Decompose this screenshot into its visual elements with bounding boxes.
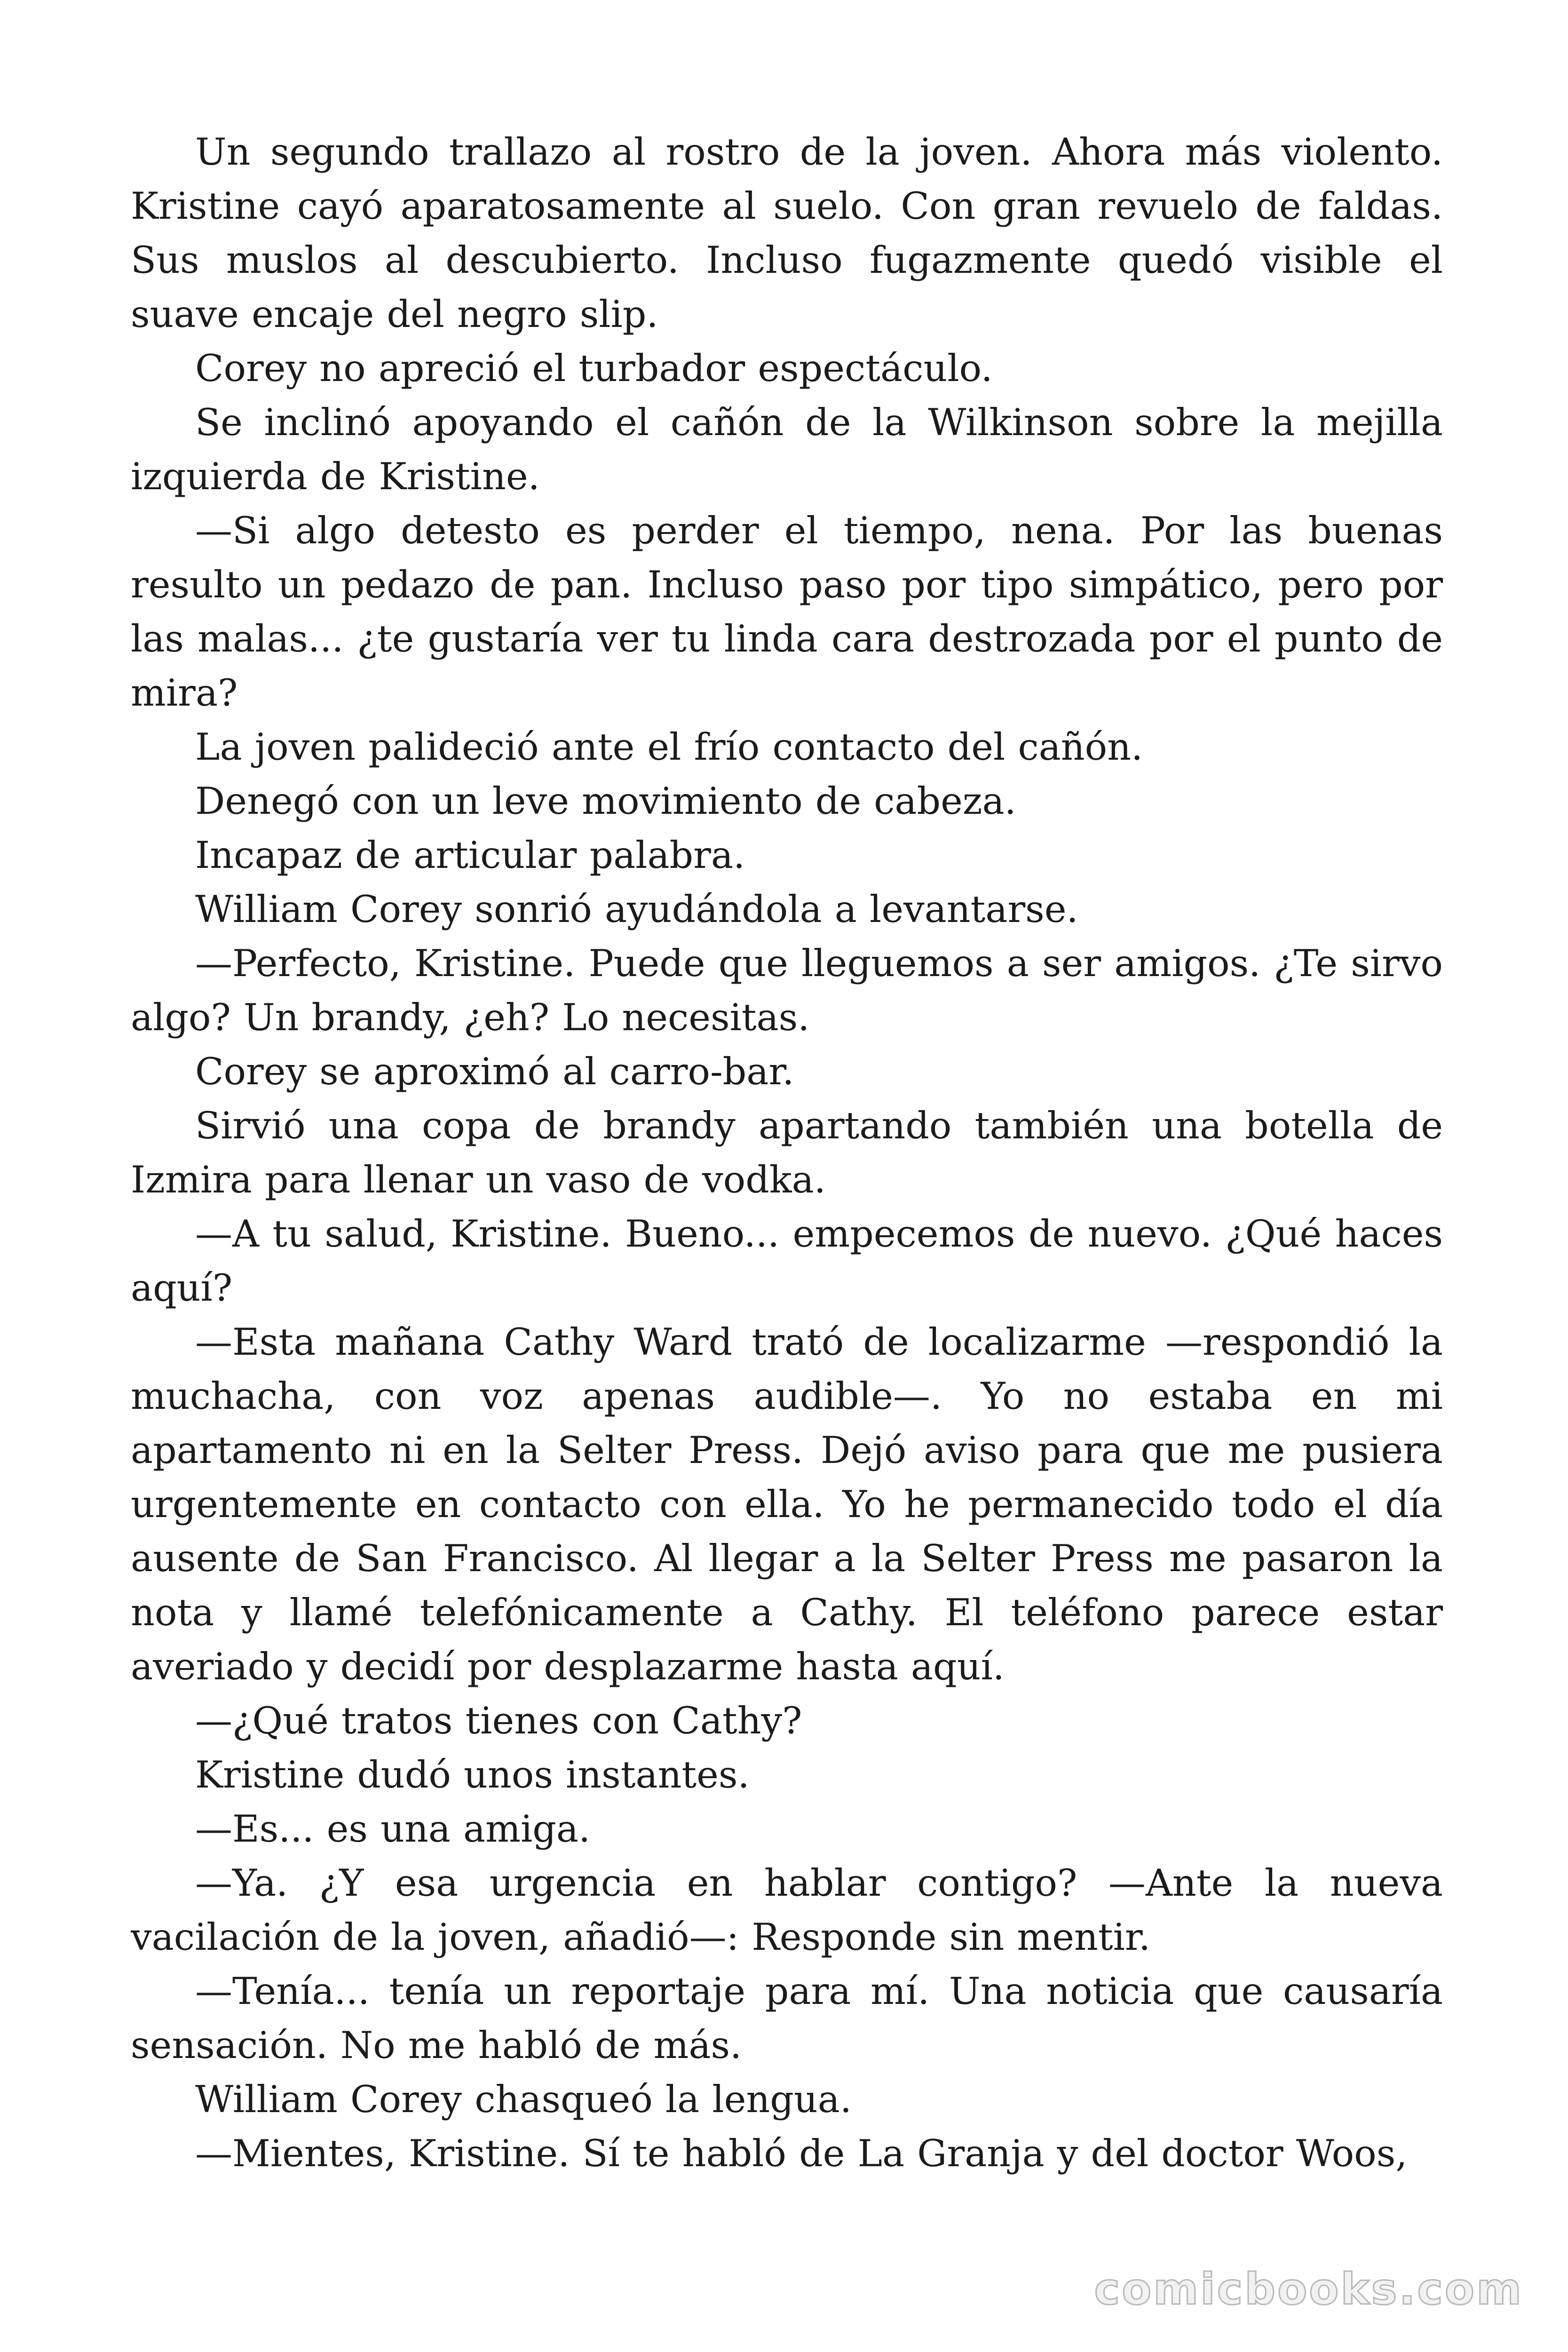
paragraph: Denegó con un leve movimiento de cabeza. [195,779,1016,823]
paragraph: Un segundo trallazo al rostro de la joven. Ahora más violento. Kristine cayó aparatosamente al suelo. Con gran revuelo de faldas. Sus muslos al descubierto. Incluso fugazmente quedó visible el suave encaje del negro slip. [131,130,1443,336]
paragraph: William Corey chasqueó la lengua. [195,2078,852,2121]
paragraph: —Ya. ¿Y esa urgencia en hablar contigo? —Ante la nueva vacilación de la joven, añadió—: Responde sin mentir. [131,1861,1443,1959]
paragraph: —A tu salud, Kristine. Bueno... empecemos de nuevo. ¿Qué haces aquí? [131,1212,1443,1310]
paragraph: William Corey sonrió ayudándola a levantarse. [195,888,1078,931]
paragraph: La joven palideció ante el frío contacto del cañón. [195,725,1143,769]
paragraph: Corey se aproximó al carro-bar. [195,1050,794,1093]
paragraph: Se inclinó apoyando el cañón de la Wilkinson sobre la mejilla izquierda de Kristine. [131,401,1443,498]
site-watermark: comicbooks.com [1094,2264,1523,2314]
paragraph: —Esta mañana Cathy Ward trató de localizarme —respondió la muchacha, con voz apenas audible—. Yo no estaba en mi apartamento ni en la Selter Press. Dejó aviso para que me pusiera urgentemente en contacto con ella. Yo he permanecido todo el día ausente de San Francisco. Al llegar a la Selter Press me pasaron la nota y llamé telefónicamente a Cathy. El teléfono parece estar averiado y decidí por desplazarme hasta aquí. [131,1320,1443,1688]
paragraph: Sirvió una copa de brandy apartando también una botella de Izmira para llenar un vaso de vodka. [131,1104,1443,1201]
paragraph: —Mientes, Kristine. Sí te habló de La Granja y del doctor Woos, [195,2132,1408,2175]
page-body-text [131,125,1443,2181]
paragraph: Kristine dudó unos instantes. [195,1753,750,1796]
paragraph: —¿Qué tratos tienes con Cathy? [195,1699,802,1742]
paragraph: —Si algo detesto es perder el tiempo, nena. Por las buenas resulto un pedazo de pan. Incluso paso por tipo simpático, pero por las malas... ¿te gustaría ver tu linda cara destrozada por el punto de mira? [131,509,1443,715]
paragraph: —Perfecto, Kristine. Puede que lleguemos a ser amigos. ¿Te sirvo algo? Un brandy, ¿eh? Lo necesitas. [131,942,1443,1039]
paragraph: Corey no apreció el turbador espectáculo. [195,347,993,390]
paragraph: —Es... es una amiga. [195,1807,591,1851]
paragraph: —Tenía... tenía un reportaje para mí. Una noticia que causaría sensación. No me habló de más. [131,1970,1443,2067]
paragraph: Incapaz de articular palabra. [195,834,745,877]
